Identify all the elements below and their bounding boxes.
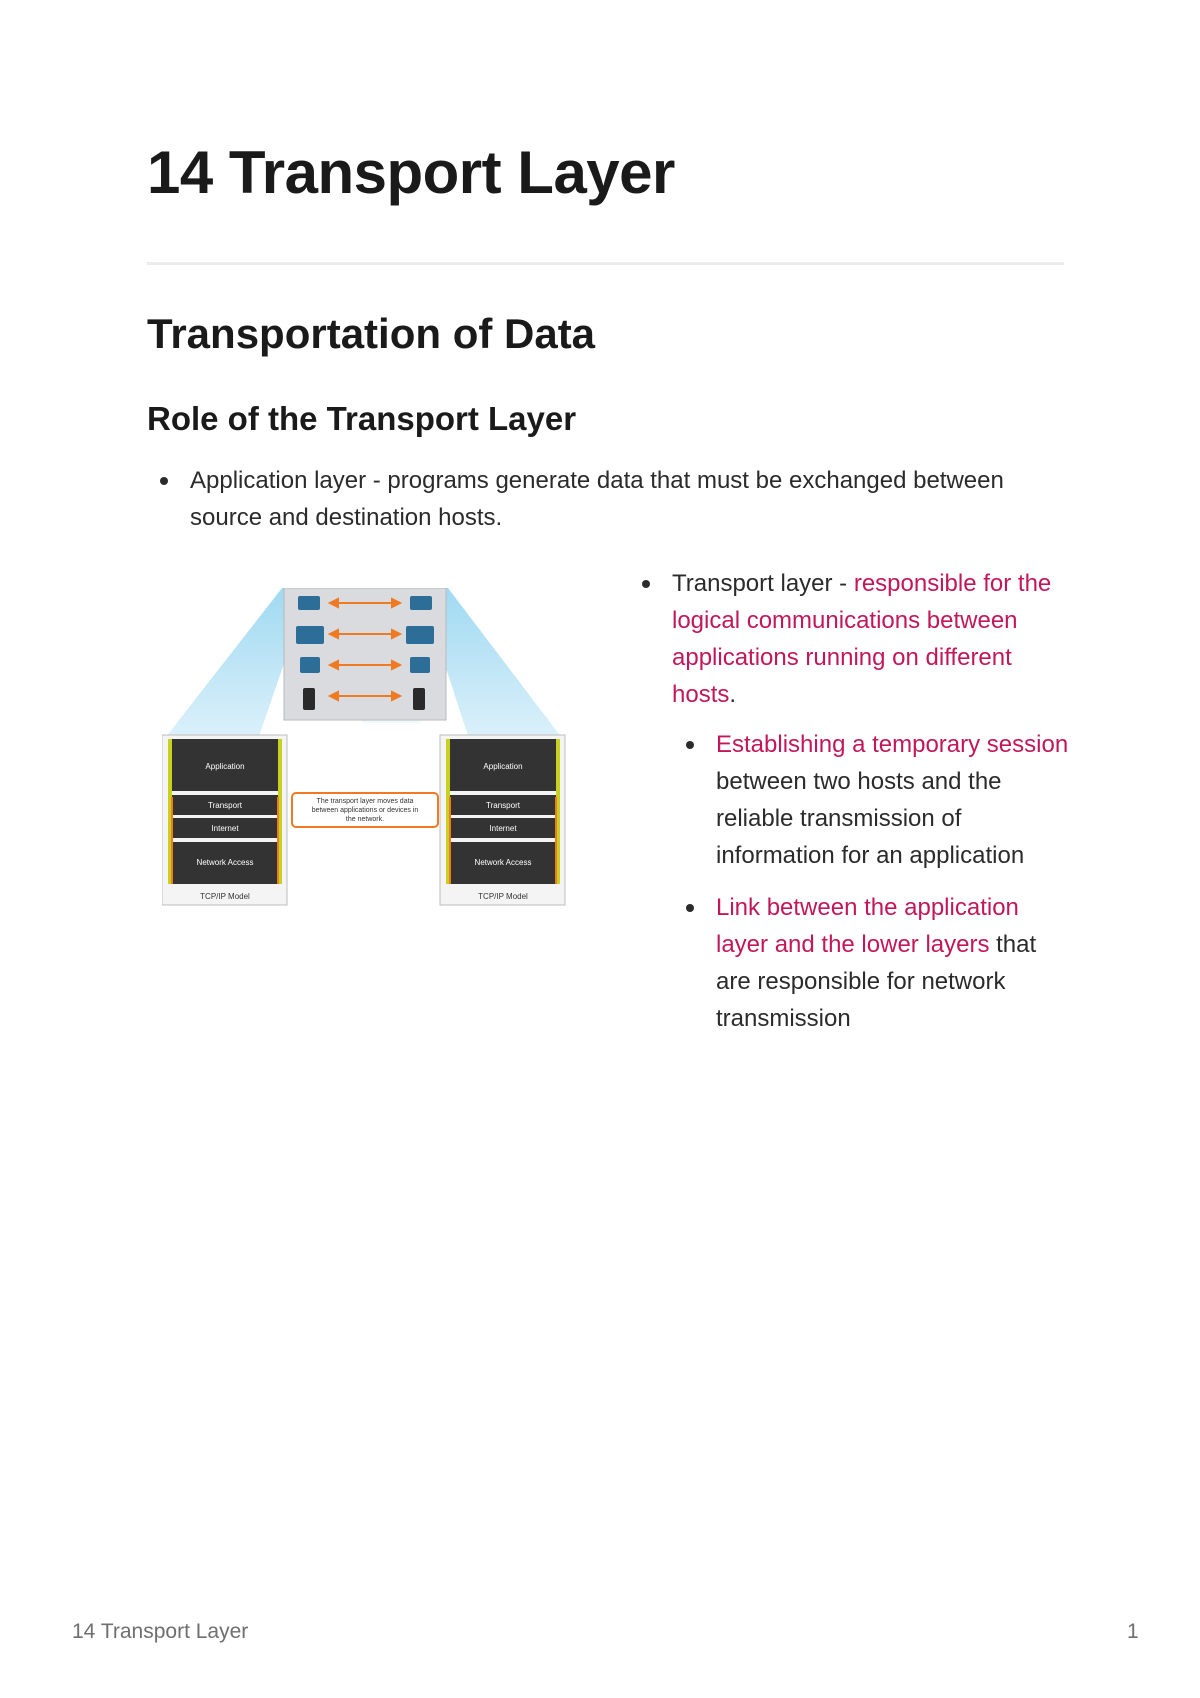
highlight-text: Establishing a temporary session [716, 731, 1069, 758]
tcpip-stack-left [162, 735, 287, 905]
stack-label: Transport [208, 801, 242, 810]
footer-title: 14 Transport Layer [72, 1620, 249, 1643]
page-number: 1 [1127, 1620, 1139, 1643]
highlight-text: Link between the application layer and the lower layers [716, 894, 1019, 958]
callout-line: The transport layer moves data [316, 798, 414, 805]
stack-caption: TCP/IP Model [478, 892, 528, 901]
desktop-computer-icon [406, 626, 434, 644]
stack-label: Internet [489, 824, 517, 833]
sub-bullet-link: Link between the application layer and the lower layers that are responsible for network transmission [674, 889, 1070, 1037]
stack-label: Transport [486, 801, 520, 810]
transport-layer-notes [630, 565, 1070, 1037]
mobile-phone-icon [413, 688, 425, 710]
bullet-text: Application layer - programs generate data that must be exchanged between source and destination hosts. [190, 467, 1004, 531]
stack-label: Network Access [196, 858, 254, 867]
mobile-phone-icon [303, 688, 315, 710]
highlight-text: responsible for the logical communications between applications running on different hosts [672, 570, 1052, 708]
ip-phone-icon [298, 596, 320, 610]
ip-phone-icon [410, 596, 432, 610]
stack-caption: TCP/IP Model [200, 892, 250, 901]
tcpip-transport-diagram [162, 588, 567, 906]
section-heading: Transportation of Data [147, 310, 596, 357]
bullet-application-layer [148, 462, 1050, 536]
callout-line: between applications or devices in [311, 807, 419, 814]
laptop-icon [410, 657, 430, 673]
page-title: 14 Transport Layer [147, 139, 675, 206]
stack-label: Internet [211, 824, 239, 833]
callout-line: the network. [345, 816, 385, 823]
stack-label: Application [205, 762, 245, 771]
transport-callout [292, 793, 438, 827]
sub-bullet-session: Establishing a temporary session between two hosts and the reliable transmission of information for an application [674, 726, 1070, 874]
desktop-computer-icon [296, 626, 324, 644]
stack-label: Network Access [474, 858, 532, 867]
tcpip-stack-right [440, 735, 565, 905]
laptop-icon [300, 657, 320, 673]
subsection-heading: Role of the Transport Layer [147, 400, 577, 437]
stack-label: Application [483, 762, 523, 771]
title-divider [147, 262, 1064, 265]
bullet-transport-layer: Transport layer - responsible for the logical communications between applications running on different hosts. [630, 565, 1070, 713]
